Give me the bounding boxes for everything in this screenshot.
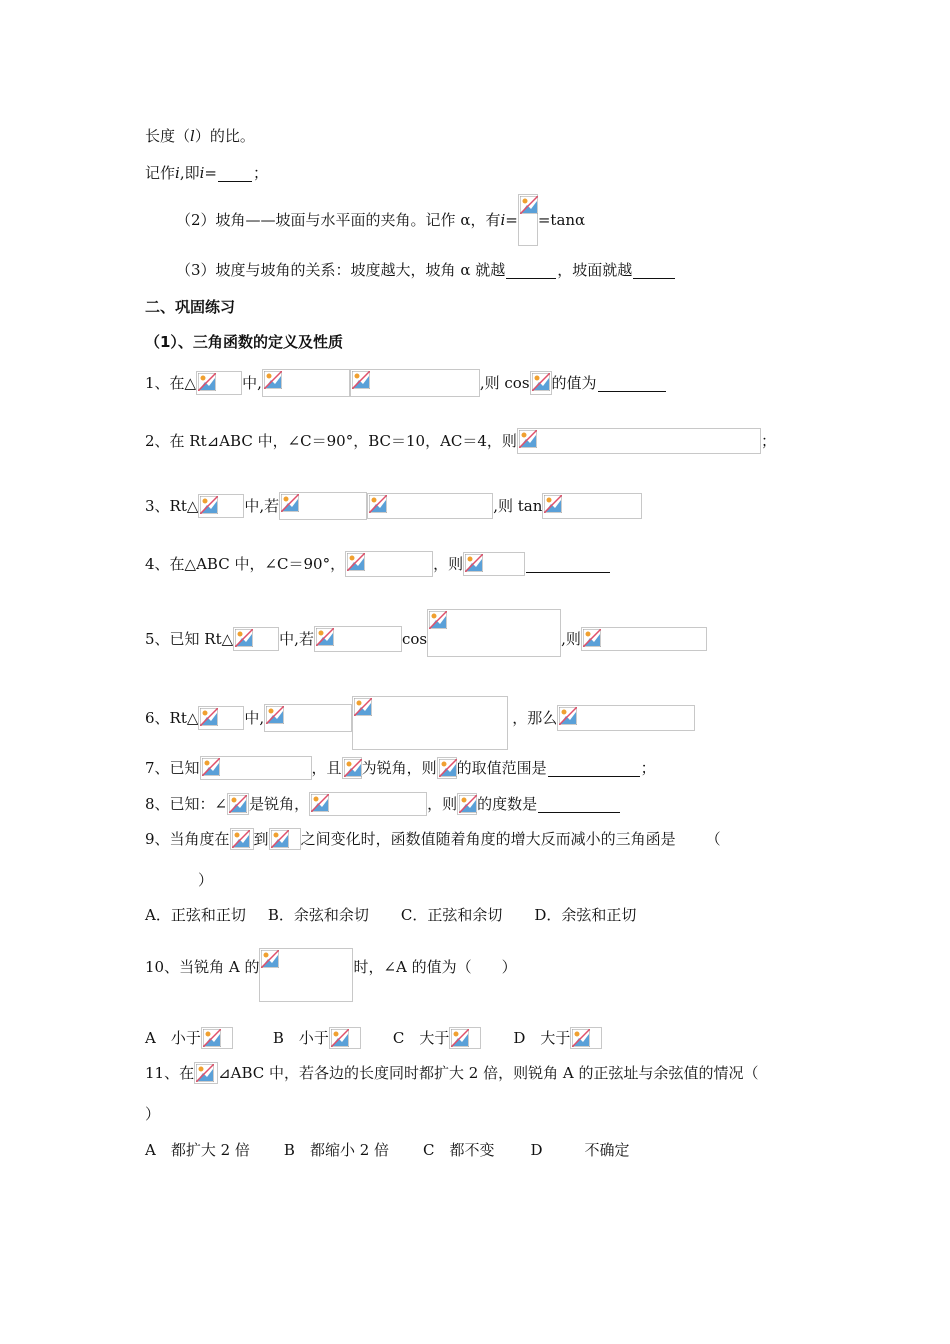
- option-c: C 都不变: [423, 1141, 495, 1159]
- formula-image: [262, 369, 350, 397]
- image-placeholder-icon: [369, 495, 387, 513]
- formula-image: [352, 696, 508, 750]
- image-placeholder-icon: [200, 496, 218, 514]
- image-placeholder-icon: [354, 698, 372, 716]
- text: 11、在: [145, 1064, 195, 1082]
- text: 的值为: [551, 374, 597, 392]
- image-placeholder-icon: [331, 1029, 349, 1047]
- formula-image: [196, 371, 242, 395]
- formula-image: [367, 493, 493, 519]
- text: ⊿ABC 中，若各边的长度同时都扩大 2 倍，则锐角 A 的正弦址与余弦值的情况（: [218, 1064, 759, 1082]
- formula-image: [259, 948, 353, 1002]
- text: ）的比。: [194, 127, 255, 145]
- formula-image: [437, 757, 457, 779]
- image-placeholder-icon: [352, 371, 370, 389]
- text: cos: [401, 630, 428, 648]
- var-i: i: [500, 211, 506, 229]
- image-placeholder-icon: [439, 759, 457, 777]
- slope-angle-line: [176, 208, 585, 246]
- text: 之间变化时，函数值随着角度的增大反而减小的三角函是: [300, 830, 676, 848]
- text: ，坡面就越: [557, 261, 633, 279]
- formula-image: [342, 757, 362, 779]
- image-placeholder-icon: [264, 371, 282, 389]
- text: 2、在 Rt⊿ABC 中，∠C＝90°，BC＝10，AC＝4，则: [145, 432, 517, 450]
- text: ,则 cos: [479, 374, 530, 392]
- question-4: [145, 551, 611, 577]
- slope-relation-line: [176, 260, 676, 280]
- question-7: [145, 756, 656, 780]
- image-placeholder-icon: [347, 553, 365, 571]
- question-2: [145, 428, 776, 454]
- text: ，则: [427, 795, 458, 813]
- text: 时，∠A 的值为（ ）: [353, 958, 517, 976]
- formula-image: [427, 609, 561, 657]
- image-placeholder-icon: [311, 794, 329, 812]
- formula-image: [279, 492, 367, 520]
- image-placeholder-icon: [266, 706, 284, 724]
- option-d-text: 不确定: [584, 1141, 630, 1159]
- intro-line-2: [145, 163, 268, 183]
- question-10-options: [145, 1027, 602, 1049]
- answer-blank: [506, 262, 556, 279]
- option-d: D: [530, 1141, 543, 1159]
- text: 3、Rt△: [145, 497, 199, 515]
- option-b: B．余弦和余切: [267, 906, 369, 924]
- option-d: D．余弦和正切: [534, 906, 637, 924]
- text: 10、当锐角 A 的: [145, 958, 260, 976]
- formula-image: [198, 706, 244, 730]
- question-3: [145, 492, 642, 520]
- text: 中,若: [279, 630, 314, 648]
- subsection-heading: （1）、三角函数的定义及性质: [145, 333, 343, 351]
- text: 是锐角，: [249, 795, 310, 813]
- formula-image: [198, 494, 244, 518]
- image-placeholder-icon: [572, 1029, 590, 1047]
- text: 1、在△: [145, 374, 197, 392]
- image-placeholder-icon: [281, 494, 299, 512]
- text: ,则 tan: [493, 497, 543, 515]
- answer-blank: [538, 796, 620, 813]
- formula-image: [570, 1027, 602, 1049]
- formula-image: [309, 792, 427, 816]
- image-placeholder-icon: [559, 707, 577, 725]
- text: ，则: [433, 555, 464, 573]
- formula-image: [457, 793, 477, 815]
- option-a: A 都扩大 2 倍: [145, 1141, 250, 1159]
- formula-image: [517, 428, 761, 454]
- option-a: A 小于: [145, 1029, 201, 1047]
- option-b: B 都缩小 2 倍: [283, 1141, 390, 1159]
- formula-image: [542, 493, 642, 519]
- option-a: A．正弦和正切: [145, 906, 246, 924]
- image-placeholder-icon: [344, 759, 362, 777]
- section-heading: 二、巩固练习: [145, 298, 236, 316]
- formula-image: [329, 1027, 361, 1049]
- image-placeholder-icon: [519, 430, 537, 448]
- text: =tanα: [537, 211, 586, 229]
- formula-image: [518, 194, 538, 246]
- formula-image: [233, 627, 279, 651]
- formula-image: [581, 627, 707, 651]
- image-placeholder-icon: [203, 1029, 221, 1047]
- image-placeholder-icon: [232, 830, 250, 848]
- image-placeholder-icon: [196, 1064, 214, 1082]
- question-8: [145, 792, 621, 816]
- text: 5、已知 Rt△: [145, 630, 234, 648]
- image-placeholder-icon: [532, 373, 550, 391]
- text: ；: [640, 759, 656, 777]
- image-placeholder-icon: [198, 373, 216, 391]
- question-6: [145, 686, 695, 750]
- image-placeholder-icon: [235, 629, 253, 647]
- answer-blank: [633, 262, 675, 279]
- var-i: i: [199, 164, 205, 182]
- text: =: [204, 164, 217, 182]
- question-9-options: [145, 905, 636, 925]
- text: 为锐角，则: [361, 759, 437, 777]
- image-placeholder-icon: [316, 628, 334, 646]
- image-placeholder-icon: [271, 830, 289, 848]
- text: 到: [253, 830, 269, 848]
- image-placeholder-icon: [229, 795, 247, 813]
- text: 7、已知: [145, 759, 200, 777]
- text: ；: [760, 432, 776, 450]
- text: 的取值范围是: [456, 759, 547, 777]
- text: 6、Rt△: [145, 709, 199, 727]
- formula-image: [449, 1027, 481, 1049]
- intro-line-1: [145, 126, 255, 146]
- formula-image: [200, 756, 312, 780]
- image-placeholder-icon: [261, 950, 279, 968]
- formula-image: [463, 552, 525, 576]
- text: ，那么: [512, 709, 558, 727]
- formula-image: [194, 1062, 218, 1084]
- answer-blank: [526, 556, 610, 573]
- var-l: l: [190, 127, 195, 145]
- option-b: B 小于: [272, 1029, 329, 1047]
- formula-image: [201, 1027, 233, 1049]
- text: =: [505, 211, 518, 229]
- formula-image: [264, 704, 352, 732]
- text: 的度数是: [477, 795, 538, 813]
- question-1: [145, 369, 667, 397]
- text: ,即: [179, 164, 200, 182]
- text: ；: [253, 164, 269, 182]
- text: （: [705, 830, 721, 848]
- formula-image: [227, 793, 249, 815]
- image-placeholder-icon: [200, 708, 218, 726]
- text: 4、在△ABC 中，∠C＝90°，: [145, 555, 346, 573]
- image-placeholder-icon: [520, 196, 538, 214]
- image-placeholder-icon: [583, 629, 601, 647]
- text: 中,: [242, 374, 262, 392]
- question-10: [145, 956, 517, 1002]
- image-placeholder-icon: [451, 1029, 469, 1047]
- answer-blank: [598, 375, 666, 392]
- text: 记作: [145, 164, 176, 182]
- option-c: C 大于: [392, 1029, 450, 1047]
- image-placeholder-icon: [429, 611, 447, 629]
- image-placeholder-icon: [465, 554, 483, 572]
- image-placeholder-icon: [459, 795, 477, 813]
- text: 中,: [244, 709, 265, 727]
- question-9: [145, 828, 721, 850]
- answer-blank: [548, 760, 640, 777]
- text: （2）坡角——坡面与水平面的夹角。记作 α，有: [176, 211, 501, 229]
- option-c: C．正弦和余切: [400, 906, 503, 924]
- image-placeholder-icon: [202, 758, 220, 776]
- formula-image: [557, 705, 695, 731]
- formula-image: [314, 626, 402, 652]
- question-9-paren-close: ）: [198, 871, 214, 889]
- formula-image: [345, 551, 433, 577]
- text: ,则: [561, 630, 581, 648]
- option-d: D 大于: [513, 1029, 571, 1047]
- answer-blank: [218, 165, 252, 182]
- image-placeholder-icon: [544, 495, 562, 513]
- text: 中,若: [244, 497, 280, 515]
- text: ，且: [311, 759, 342, 777]
- formula-image: [530, 371, 552, 395]
- text: 8、已知：∠: [145, 795, 228, 813]
- text: （3）坡度与坡角的关系：坡度越大，坡角 α 就越: [176, 261, 506, 279]
- text: 9、当角度在: [145, 830, 230, 848]
- question-11-paren-close: ）: [145, 1105, 161, 1123]
- formula-image: [350, 369, 480, 397]
- question-11-options: [145, 1140, 630, 1160]
- question-11: [145, 1062, 759, 1084]
- var-i: i: [175, 164, 180, 182]
- text: 长度（: [145, 127, 191, 145]
- formula-image: [269, 828, 301, 850]
- question-5: [145, 621, 707, 657]
- formula-image: [230, 828, 254, 850]
